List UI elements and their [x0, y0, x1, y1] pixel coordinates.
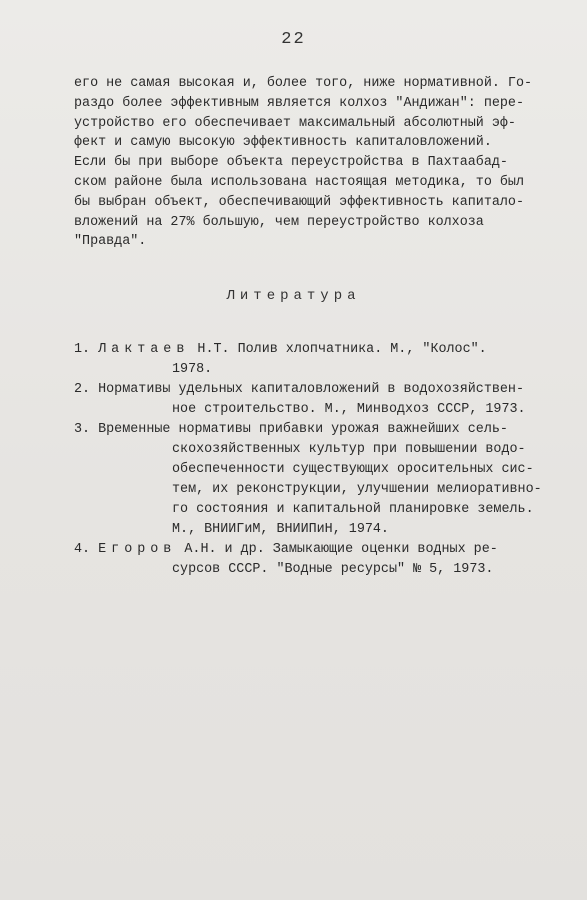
reference-author: Лактаев — [98, 342, 190, 357]
reference-item — [74, 380, 579, 420]
paragraph-line: Если бы при выборе объекта переустройства в Пахтаабад- — [74, 155, 508, 171]
reference-continuation: сурсов СССР. "Водные ресурсы" № 5, 1973. — [172, 562, 494, 577]
reference-continuation: скохозяйственных культур при повышении водо- — [172, 442, 526, 457]
paragraph-line: "Правда". — [74, 234, 147, 250]
reference-text: Н.Т. Полив хлопчатника. М., "Колос". — [189, 342, 487, 357]
reference-continuation: ное строительство. М., Минводхоз СССР, 1973. — [172, 402, 526, 417]
body-paragraph — [74, 74, 574, 252]
reference-text: Временные нормативы прибавки урожая важнейших сель- — [90, 422, 508, 437]
reference-number: 3. — [74, 422, 91, 437]
reference-number: 4. — [74, 542, 91, 557]
paragraph-line: фект и самую высокую эффективность капиталовложений. — [74, 135, 492, 151]
paragraph-line: устройство его обеспечивает максимальный абсолютный эф- — [74, 115, 516, 131]
reference-text: А.Н. и др. Замыкающие оценки водных ре- — [176, 542, 498, 557]
reference-first-line — [74, 420, 579, 440]
reference-continuation: М., ВНИИГиМ, ВНИИПиН, 1974. — [172, 522, 389, 537]
reference-item — [74, 340, 579, 380]
reference-continuation: тем, их реконструкции, улучшении мелиоративно- — [172, 482, 542, 497]
reference-continuation: обеспеченности существующих оросительных сис- — [172, 462, 534, 477]
reference-continuation: 1978. — [172, 362, 213, 377]
reference-continuation: го состояния и капитальной планировке земель. — [172, 502, 534, 517]
paragraph-line: бы выбран объект, обеспечивающий эффективность капитало- — [74, 194, 524, 210]
page-number: 22 — [281, 30, 306, 49]
paragraph-line: вложений на 27% большую, чем переустройство колхоза — [74, 214, 484, 230]
reference-number: 2. — [74, 382, 91, 397]
reference-item — [74, 540, 579, 580]
reference-first-line — [74, 340, 579, 360]
reference-item — [74, 420, 579, 540]
section-heading: Литература — [226, 288, 361, 304]
paragraph-line: его не самая высокая и, более того, ниже нормативной. Го- — [74, 76, 533, 91]
reference-text: Нормативы удельных капиталовложений в водохозяйствен- — [90, 382, 525, 397]
reference-author: Егоров — [98, 542, 177, 557]
paragraph-line: раздо более эффективным является колхоз "Андижан": пере- — [74, 95, 524, 111]
paragraph-line: ском районе была использована настоящая методика, то был — [74, 174, 524, 190]
reference-number: 1. — [74, 342, 91, 357]
reference-list — [74, 340, 579, 580]
reference-first-line — [74, 540, 579, 560]
reference-first-line — [74, 380, 579, 400]
